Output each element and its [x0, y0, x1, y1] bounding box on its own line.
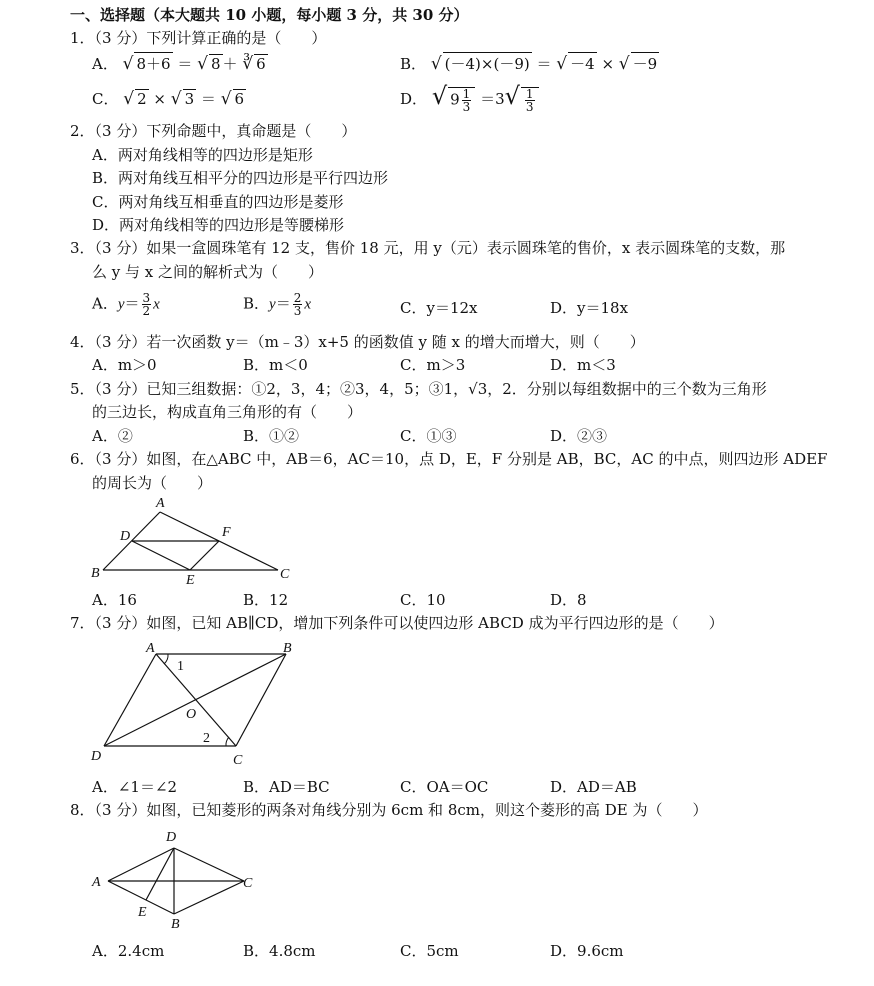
- q7-quadrilateral-figure: [86, 636, 306, 772]
- q1-option-d[interactable]: D． √ 9 $\frac{1}{3}$ ＝3√ $\frac{1}{3}$: [400, 82, 539, 113]
- q6-option-c[interactable]: C．10: [400, 591, 446, 609]
- q7-option-a[interactable]: A．∠1＝∠2: [92, 778, 178, 796]
- q1-option-a[interactable]: A． √ 8＋6 ＝ √ 8 ＋ ∛ 6: [92, 54, 266, 74]
- q7-label-angle-2: 2: [203, 731, 210, 746]
- q2-option-a[interactable]: A．两对角线相等的四边形是矩形: [92, 146, 313, 164]
- q5-option-a[interactable]: A．②: [92, 427, 133, 445]
- q4-option-a[interactable]: A．m＞0: [92, 356, 157, 374]
- section-title: 一、选择题（本大题共 10 小题，每小题 3 分，共 30 分）: [70, 6, 469, 24]
- q8-label-d: D: [166, 830, 177, 845]
- q7-option-d[interactable]: D．AD＝AB: [550, 778, 637, 796]
- q3-option-a[interactable]: A．y＝ $\frac{3}{2}$ x: [92, 291, 160, 318]
- q4-option-d[interactable]: D．m＜3: [550, 356, 616, 374]
- q5-option-c[interactable]: C．①③: [400, 427, 457, 445]
- q8-rhombus-figure: [86, 824, 276, 934]
- q7-label-b: B: [283, 641, 292, 656]
- q2-option-c[interactable]: C．两对角线互相垂直的四边形是菱形: [92, 193, 344, 211]
- q2-option-b[interactable]: B．两对角线互相平分的四边形是平行四边形: [92, 169, 389, 187]
- q7-diagonal-bd: [104, 654, 286, 746]
- q8-option-c[interactable]: C．5cm: [400, 942, 459, 960]
- q5-stem-line1: 5．（3 分）已知三组数据：①2，3，4；②3，4，5；③1，√3，2．分别以每组数据中的三个数为三角形: [70, 380, 767, 398]
- q8-segment-dc: [174, 848, 244, 881]
- q8-label-e: E: [138, 905, 147, 920]
- q4-stem: 4．（3 分）若一次函数 y＝（m﹣3）x+5 的函数值 y 随 x 的增大而增大，则（ ）: [70, 333, 645, 351]
- q6-label-f: F: [222, 525, 231, 540]
- q3-option-d[interactable]: D．y＝18x: [550, 299, 629, 317]
- q5-option-d[interactable]: D．②③: [550, 427, 608, 445]
- q8-segment-ad: [108, 848, 174, 881]
- q6-label-b: B: [91, 566, 100, 581]
- q7-angle-1-arc: [164, 654, 168, 664]
- q3-stem-line1: 3．（3 分）如果一盒圆珠笔有 12 支，售价 18 元，用 y（元）表示圆珠笔的售价，x 表示圆珠笔的支数，那: [70, 239, 786, 257]
- q8-segment-cb: [174, 881, 244, 914]
- q7-option-c[interactable]: C．OA＝OC: [400, 778, 489, 796]
- q8-stem: 8．（3 分）如图，已知菱形的两条对角线分别为 6cm 和 8cm，则这个菱形的高 DE 为（ ）: [70, 801, 708, 819]
- q7-label-d: D: [91, 749, 102, 764]
- q3-stem-line2: 么 y 与 x 之间的解析式为（ ）: [92, 263, 324, 281]
- q7-angle-2-arc: [226, 737, 229, 746]
- q7-segment-bc: [236, 654, 286, 746]
- q7-label-o: O: [186, 707, 197, 722]
- q8-label-a: A: [92, 875, 101, 890]
- q8-option-a[interactable]: A．2.4cm: [92, 942, 165, 960]
- q6-stem-line2: 的周长为（ ）: [92, 474, 213, 492]
- q4-option-c[interactable]: C．m＞3: [400, 356, 466, 374]
- q1-stem: 1．（3 分）下列计算正确的是（ ）: [70, 29, 327, 47]
- q4-option-b[interactable]: B．m＜0: [243, 356, 308, 374]
- q7-option-b[interactable]: B．AD＝BC: [243, 778, 330, 796]
- q3-option-b[interactable]: B．y＝ $\frac{2}{3}$ x: [243, 291, 312, 318]
- q8-height-de: [146, 848, 174, 900]
- q6-option-a[interactable]: A．16: [92, 591, 137, 609]
- q6-stem-line1: 6．（3 分）如图，在△ABC 中，AB＝6，AC＝10，点 D，E，F 分别是 AB，BC，AC 的中点，则四边形 ADEF: [70, 450, 828, 468]
- q6-label-d: D: [120, 529, 131, 544]
- q5-stem-line2: 的三边长，构成直角三角形的有（ ）: [92, 403, 363, 421]
- q7-label-a: A: [146, 641, 155, 656]
- q6-label-c: C: [280, 567, 290, 582]
- q6-label-e: E: [186, 573, 195, 584]
- q8-label-b: B: [171, 917, 180, 932]
- q7-label-angle-1: 1: [177, 659, 184, 674]
- q5-option-b[interactable]: B．①②: [243, 427, 300, 445]
- q7-stem: 7．（3 分）如图，已知 AB∥CD，增加下列条件可以使四边形 ABCD 成为平行四边形的是（ ）: [70, 614, 724, 632]
- q8-option-d[interactable]: D．9.6cm: [550, 942, 624, 960]
- q7-label-c: C: [233, 753, 243, 768]
- q2-stem: 2．（3 分）下列命题中，真命题是（ ）: [70, 122, 357, 140]
- q6-option-d[interactable]: D．8: [550, 591, 587, 609]
- q1-option-c[interactable]: C． √ 2 × √ 3 ＝ √ 6: [92, 89, 245, 109]
- q8-label-c: C: [243, 876, 253, 891]
- q6-segment-de: [132, 541, 190, 570]
- q2-option-d[interactable]: D．两对角线相等的四边形是等腰梯形: [92, 216, 345, 234]
- q6-segment-fe: [190, 541, 219, 570]
- q6-triangle-figure: [86, 494, 296, 584]
- q6-option-b[interactable]: B．12: [243, 591, 289, 609]
- q6-label-a: A: [156, 496, 165, 511]
- q1-option-b[interactable]: B． √ (－4)×(－9) ＝ √ －4 × √ －9: [400, 54, 658, 74]
- q3-option-c[interactable]: C．y＝12x: [400, 299, 478, 317]
- q8-option-b[interactable]: B．4.8cm: [243, 942, 316, 960]
